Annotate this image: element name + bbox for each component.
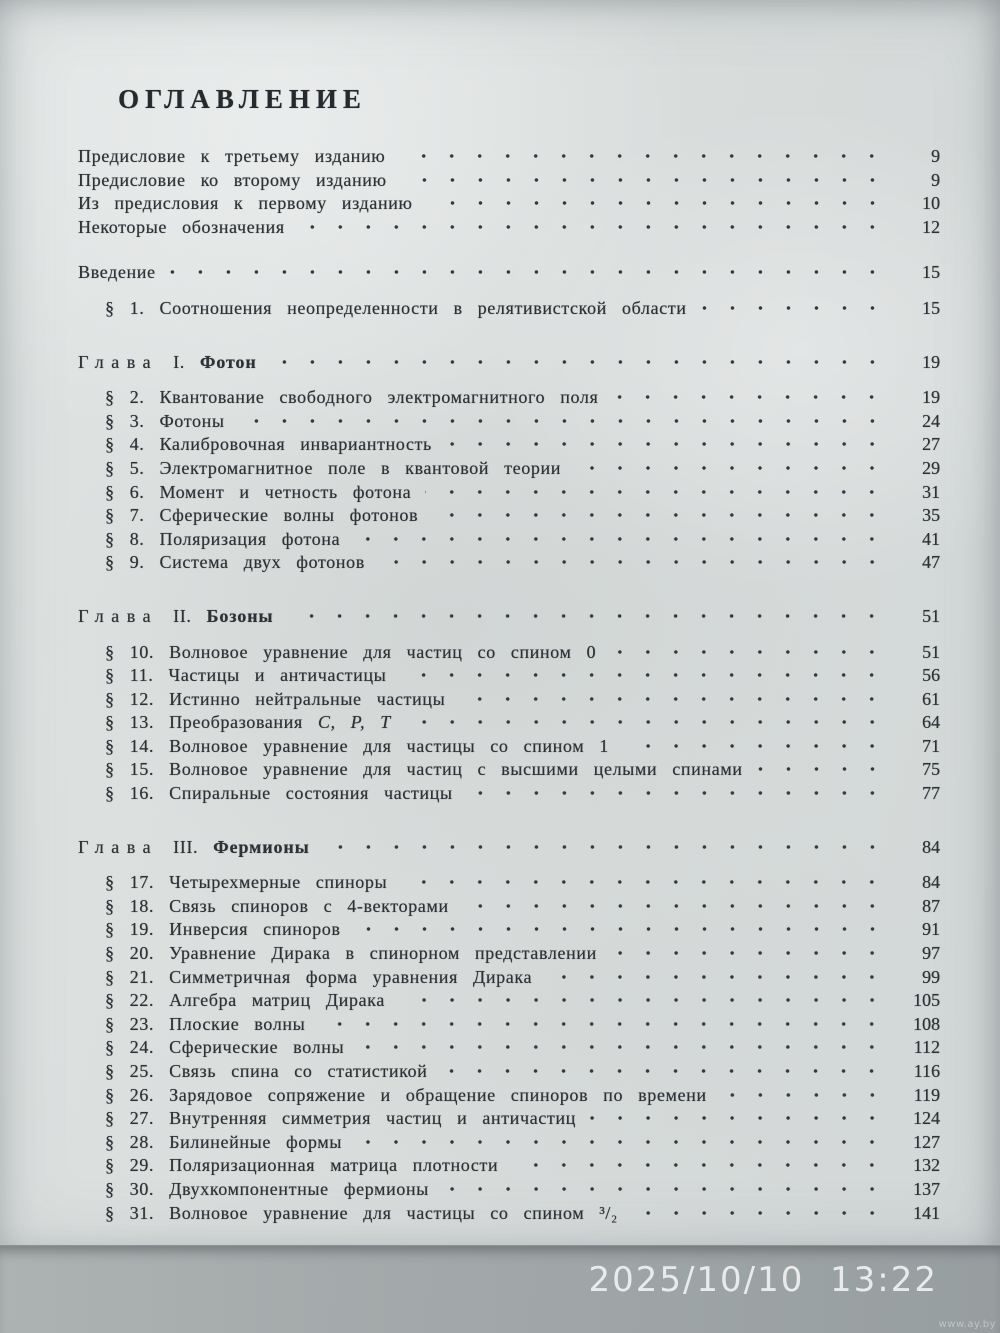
- toc-heading-label: Глава I. Фотон: [78, 351, 257, 372]
- toc-entry-row: [78, 481, 940, 505]
- dot-leader: [432, 506, 890, 521]
- chapter-title: Фермионы: [213, 836, 310, 857]
- toc-entry-row: [78, 641, 940, 665]
- chapter-title: Фотон: [199, 351, 257, 372]
- toc-front-row: [78, 169, 940, 193]
- toc-entry-row: [78, 782, 940, 806]
- toc-entry-label: § 2. Квантование свободного электромагнитного поля: [105, 387, 599, 408]
- dot-leader: [459, 690, 890, 705]
- toc-entry-label: § 8. Поляризация фотона: [105, 528, 341, 549]
- toc-group: [78, 351, 940, 575]
- toc-entry-label: § 16. Спиральные состояния частицы: [105, 783, 453, 804]
- chapter-word: Глава: [78, 605, 159, 626]
- dot-leader: [401, 873, 890, 888]
- dot-leader: [610, 643, 890, 658]
- toc-group: [78, 605, 940, 806]
- toc-front-row: [78, 216, 940, 240]
- toc-entry-label: § 1. Соотношения неопределенности в релятивистской области: [105, 297, 687, 318]
- toc-entry-label: Предисловие ко второму изданию: [78, 169, 387, 190]
- toc-page-number: 84: [922, 872, 940, 893]
- toc-entry-row: [78, 711, 940, 735]
- toc-heading-row: [78, 836, 940, 860]
- dot-leader: [319, 1015, 890, 1030]
- toc-heading-label: Введение: [78, 262, 156, 283]
- toc-group: [78, 261, 940, 320]
- toc-entry-row: [78, 1154, 940, 1178]
- toc-group: [78, 145, 940, 239]
- toc-heading-label: Глава II. Бозоны: [78, 605, 274, 626]
- toc-entry-row: [78, 410, 940, 434]
- toc-entry-label: § 29. Поляризационная матрица плотности: [105, 1155, 499, 1176]
- toc-content: [78, 84, 940, 1225]
- dot-leader: [463, 897, 890, 912]
- toc-entry-label: § 27. Внутренняя симметрия частиц и античастиц: [105, 1108, 576, 1129]
- toc-entry-row: [78, 1178, 940, 1202]
- toc-page-number: 12: [922, 216, 940, 237]
- toc-entry-label: § 15. Волновое уравнение для частиц с высшими целыми спинами: [105, 759, 743, 780]
- dot-leader: [170, 263, 890, 278]
- toc-entry-label: Из предисловия к первому изданию: [78, 193, 413, 214]
- toc-entry-row: [78, 966, 940, 990]
- toc-page-number: 56: [922, 665, 940, 686]
- dot-leader: [611, 944, 890, 959]
- toc-entry-row: [78, 433, 940, 457]
- toc-page-number: 99: [922, 966, 940, 987]
- toc-entry-label: § 3. Фотоны: [105, 410, 225, 431]
- toc-entry-row: [78, 1131, 940, 1155]
- dot-leader: [399, 147, 890, 162]
- page-title: ОГЛАВЛЕНИЕ: [118, 84, 367, 114]
- chapter-word: Глава: [78, 351, 159, 372]
- toc-entry-label: § 20. Уравнение Дирака в спинорном представлении: [105, 943, 597, 964]
- toc-entry-row: [78, 918, 940, 942]
- toc-entry-label: § 12. Истинно нейтральные частицы: [105, 688, 446, 709]
- toc-entry-label: § 6. Момент и четность фотона: [105, 481, 412, 502]
- toc-entry-row: [78, 942, 940, 966]
- toc-page-number: 51: [922, 641, 940, 662]
- dot-leader: [632, 1204, 890, 1219]
- dot-leader: [355, 920, 891, 935]
- toc-page-number: 24: [922, 410, 940, 431]
- toc-entry-label: § 23. Плоские волны: [105, 1013, 306, 1034]
- toc-page-number: 132: [913, 1155, 940, 1176]
- toc-entry-label: Предисловие к третьему изданию: [78, 146, 386, 166]
- toc-page-number: 29: [922, 457, 940, 478]
- dot-leader: [441, 1062, 890, 1077]
- toc-entry-math: C, P, T: [317, 712, 391, 733]
- toc-entry-row: [78, 1202, 940, 1226]
- toc-page-number: 124: [913, 1108, 940, 1129]
- toc-entry-row: [78, 386, 940, 410]
- toc-group: [78, 836, 940, 1226]
- toc-entry-label: § 4. Калибровочная инвариантность: [105, 434, 432, 455]
- toc-entry-label: § 14. Волновое уравнение для частицы со спином 1: [105, 735, 609, 756]
- toc-page-number: 10: [922, 193, 940, 214]
- toc-page-number: 141: [913, 1202, 940, 1223]
- toc-page-number: 41: [922, 528, 940, 549]
- toc-entry-row: [78, 664, 940, 688]
- toc-page-number: 19: [922, 351, 940, 372]
- dot-leader: [400, 666, 890, 681]
- toc-entry-row: [78, 735, 940, 759]
- toc-page-number: 71: [922, 735, 940, 756]
- toc-page-number: 105: [913, 990, 940, 1011]
- toc-front-row: [78, 145, 940, 169]
- toc-page-number: 97: [922, 943, 940, 964]
- toc-page-number: 84: [922, 836, 940, 857]
- dot-leader: [405, 713, 890, 728]
- toc-page-number: 9: [931, 146, 940, 166]
- toc-entry-label: § 28. Билинейные формы: [105, 1131, 342, 1152]
- dot-leader: [358, 1038, 890, 1053]
- dot-leader: [287, 607, 890, 622]
- toc-entry-row: [78, 1084, 940, 1108]
- toc-entry-label: § 10. Волновое уравнение для частиц со спином 0: [105, 641, 597, 662]
- dot-leader: [467, 784, 890, 799]
- dot-leader: [757, 760, 890, 775]
- toc-entry-row: [78, 895, 940, 919]
- dot-leader: [512, 1156, 890, 1171]
- toc-entry-row: [78, 551, 940, 575]
- toc-entry-label: § 22. Алгебра матриц Дирака: [105, 990, 385, 1011]
- toc-page-number: 31: [922, 481, 940, 502]
- toc-page-number: 112: [913, 1037, 940, 1058]
- toc-body: [78, 145, 940, 1225]
- toc-page-number: 116: [913, 1061, 940, 1081]
- dot-leader: [401, 171, 890, 186]
- toc-page-number: 75: [922, 759, 940, 780]
- toc-entry-label: § 17. Четырехмерные спиноры: [105, 872, 388, 893]
- dot-leader: [239, 412, 890, 427]
- dot-leader: [356, 1133, 890, 1148]
- dot-leader: [701, 299, 890, 314]
- toc-entry-label: § 30. Двухкомпонентные фермионы: [105, 1178, 429, 1199]
- dot-leader: [612, 388, 890, 403]
- toc-entry-row: [78, 457, 940, 481]
- toc-entry-row: [78, 297, 940, 321]
- toc-entry-row: [78, 688, 940, 712]
- dot-leader: [354, 530, 890, 545]
- toc-page-number: 27: [922, 434, 940, 455]
- toc-entry-row: [78, 758, 940, 782]
- toc-heading-row: [78, 261, 940, 285]
- toc-entry-label: § 26. Зарядовое сопряжение и обращение спиноров по времени: [105, 1084, 707, 1105]
- dot-leader: [575, 459, 890, 474]
- toc-entry-row: [78, 528, 940, 552]
- dot-leader: [443, 1180, 890, 1195]
- toc-entry-label: § 9. Система двух фотонов: [105, 552, 365, 573]
- dot-leader: [546, 968, 890, 983]
- dot-leader: [427, 194, 891, 209]
- toc-entry-label: § 13. Преобразования C, P, T: [105, 712, 391, 733]
- dot-leader: [721, 1086, 890, 1101]
- toc-entry-row: [78, 1013, 940, 1037]
- toc-entry-label: § 21. Симметричная форма уравнения Дирака: [105, 966, 533, 987]
- toc-page-number: 137: [913, 1178, 940, 1199]
- toc-entry-label: § 18. Связь спиноров с 4-векторами: [105, 895, 449, 916]
- toc-page-number: 127: [913, 1131, 940, 1152]
- toc-page-number: 77: [922, 783, 940, 804]
- toc-entry-label: § 24. Сферические волны: [105, 1037, 345, 1058]
- toc-page-number: 19: [922, 387, 940, 408]
- dot-leader: [623, 737, 890, 752]
- toc-page-number: 91: [922, 919, 940, 940]
- dot-leader: [379, 553, 890, 568]
- toc-page-number: 9: [931, 169, 940, 190]
- toc-page-number: 108: [913, 1013, 940, 1034]
- toc-heading-row: [78, 351, 940, 375]
- dot-leader: [425, 483, 890, 498]
- toc-page-number: 64: [922, 712, 940, 733]
- toc-entry-label: § 19. Инверсия спиноров: [105, 919, 341, 940]
- toc-page-number: 15: [922, 262, 940, 283]
- toc-entry-label: § 11. Частицы и античастицы: [105, 665, 387, 686]
- dot-leader: [446, 435, 890, 450]
- background-surface: [0, 1245, 1000, 1333]
- toc-page-number: 47: [922, 552, 940, 573]
- dot-leader: [324, 838, 890, 853]
- toc-entry-row: [78, 1036, 940, 1060]
- toc-front-row: [78, 192, 940, 216]
- toc-entry-label: § 7. Сферические волны фотонов: [105, 505, 419, 526]
- chapter-title: Бозоны: [206, 605, 274, 626]
- toc-entry-row: [78, 1107, 940, 1131]
- toc-page-number: 35: [922, 505, 940, 526]
- dot-leader: [399, 991, 890, 1006]
- toc-heading-label: Глава III. Фермионы: [78, 836, 310, 857]
- toc-page-number: 87: [922, 895, 940, 916]
- chapter-word: Глава: [78, 836, 159, 857]
- toc-entry-label: § 5. Электромагнитное поле в квантовой теории: [105, 457, 561, 478]
- toc-page-number: 15: [922, 297, 940, 318]
- toc-page-number: 61: [922, 688, 940, 709]
- toc-entry-row: [78, 871, 940, 895]
- toc-entry-label: § 31. Волновое уравнение для частицы со спином ³/₂: [105, 1202, 618, 1223]
- toc-entry-label: Некоторые обозначения: [78, 216, 285, 237]
- toc-entry-label: § 25. Связь спина со статистикой: [105, 1061, 428, 1081]
- dot-leader: [271, 353, 890, 368]
- watermark: www.ay.by: [938, 1319, 996, 1330]
- toc-entry-row: [78, 989, 940, 1013]
- toc-page-number: 51: [922, 605, 940, 626]
- dot-leader: [299, 218, 890, 233]
- toc-entry-row: [78, 504, 940, 528]
- toc-entry-row: [78, 1060, 940, 1084]
- camera-timestamp: 2025/10/10 13:22: [588, 1260, 938, 1300]
- dot-leader: [590, 1109, 890, 1124]
- toc-heading-row: [78, 605, 940, 629]
- toc-page-number: 119: [913, 1084, 940, 1105]
